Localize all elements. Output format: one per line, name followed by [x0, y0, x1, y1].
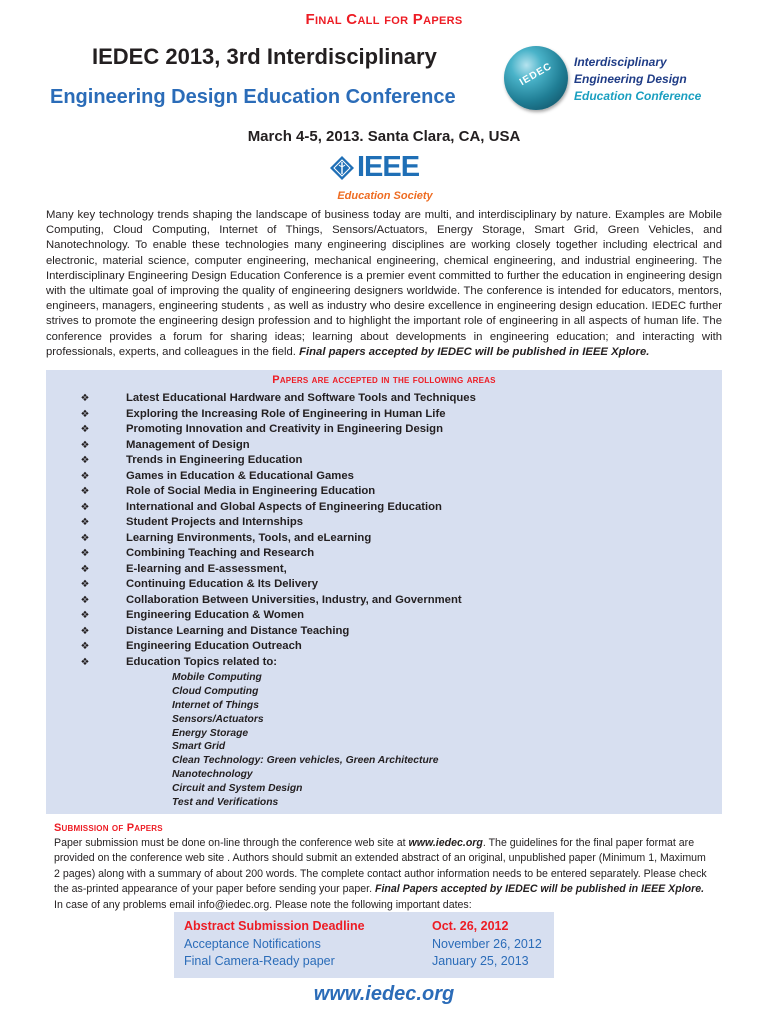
diamond-bullet-icon: ❖	[80, 656, 90, 668]
ieee-society-name: Education Society	[337, 190, 433, 202]
topic-list-item: Mobile Computing	[172, 672, 262, 683]
topic-list-item: Energy Storage	[172, 727, 249, 739]
area-list-item	[78, 500, 476, 516]
area-list-item	[78, 515, 476, 531]
area-label: Management of Design	[126, 438, 250, 451]
intro-paragraph	[46, 208, 722, 360]
iedec-globe-logo	[504, 46, 568, 110]
area-label: Role of Social Media in Engineering Education	[126, 485, 376, 497]
diamond-bullet-icon: ❖	[80, 470, 90, 482]
date-value: January 25, 2013	[432, 954, 529, 968]
final-call-heading: Final Call for Papers	[305, 11, 463, 28]
area-list-item	[78, 624, 476, 640]
area-list-item	[78, 639, 476, 655]
submission-heading: Submission of Papers	[54, 822, 163, 834]
area-label: Latest Educational Hardware and Software Tools and Techniques	[126, 392, 476, 404]
area-list-item	[78, 484, 476, 500]
date-label: Acceptance Notifications	[184, 937, 321, 951]
diamond-bullet-icon: ❖	[80, 548, 90, 559]
conference-subtitle: Engineering Design Education Conference	[50, 86, 456, 108]
area-list-item	[78, 453, 476, 469]
area-list-item	[78, 593, 476, 609]
topic-list-item: Cloud Computing	[172, 685, 259, 697]
topic-list-item: Smart Grid	[172, 741, 226, 753]
area-label: Continuing Education & Its Delivery	[126, 578, 319, 590]
area-list-item	[78, 531, 476, 547]
iedec-logo-text	[574, 54, 701, 105]
area-label: Engineering Education & Women	[126, 609, 305, 621]
area-label: Combining Teaching and Research	[126, 547, 315, 559]
diamond-bullet-icon: ❖	[80, 579, 90, 590]
topic-list-item: Nanotechnology	[172, 769, 253, 781]
diamond-bullet-icon: ❖	[80, 424, 90, 435]
education-topics-list	[172, 671, 438, 810]
topic-list-item: Test and Verifications	[172, 797, 279, 809]
intro-emphasis: Final papers accepted by IEDEC will be published in IEEE Xplore.	[299, 345, 650, 358]
accepted-areas-list	[78, 391, 476, 670]
area-label: Games in Education & Educational Games	[126, 469, 354, 482]
diamond-bullet-icon: ❖	[80, 455, 90, 466]
important-dates-box	[174, 912, 554, 978]
conference-date-location: March 4-5, 2013. Santa Clara, CA, USA	[247, 128, 521, 145]
area-label: E-learning and E-assessment,	[126, 562, 287, 575]
area-list-item	[78, 438, 476, 454]
area-label: Trends in Engineering Education	[126, 454, 303, 466]
accepted-areas-title: Papers are accepted in the following areas	[272, 374, 496, 386]
topic-list-item: Circuit and System Design	[172, 783, 303, 795]
diamond-bullet-icon: ❖	[80, 501, 90, 513]
area-label: International and Global Aspects of Engineering Education	[126, 500, 442, 513]
area-list-item	[78, 655, 476, 671]
area-list-item	[78, 562, 476, 578]
area-label: Student Projects and Internships	[126, 516, 304, 528]
area-label: Distance Learning and Distance Teaching	[126, 624, 350, 637]
area-label: Promoting Innovation and Creativity in Engineering Design	[126, 423, 443, 435]
area-list-item	[78, 407, 476, 423]
date-label: Abstract Submission Deadline	[184, 919, 365, 933]
area-label: Engineering Education Outreach	[126, 640, 302, 652]
diamond-bullet-icon: ❖	[80, 486, 90, 497]
diamond-bullet-icon: ❖	[80, 439, 90, 451]
diamond-bullet-icon: ❖	[80, 610, 90, 621]
area-label: Collaboration Between Universities, Industry, and Government	[126, 593, 462, 606]
iedec-logo-line3: Education Conference	[574, 89, 702, 103]
diamond-bullet-icon: ❖	[80, 625, 90, 637]
area-label: Exploring the Increasing Role of Engineering in Human Life	[126, 407, 446, 420]
diamond-bullet-icon: ❖	[80, 641, 90, 652]
area-list-item	[78, 469, 476, 485]
submission-text-1: Paper submission must be done on-line through the conference web site at	[54, 837, 409, 849]
date-value: November 26, 2012	[432, 937, 542, 951]
topic-list-item: Clean Technology: Green vehicles, Green Architecture	[172, 755, 439, 767]
ieee-wordmark: IEEE	[357, 151, 420, 183]
submission-paragraph	[54, 836, 712, 913]
date-label: Final Camera-Ready paper	[184, 954, 335, 968]
area-list-item	[78, 422, 476, 438]
website-link[interactable]: www.iedec.org	[313, 983, 455, 1005]
ieee-education-society-logo	[329, 151, 441, 202]
diamond-bullet-icon: ❖	[80, 594, 90, 606]
submission-contact: In case of any problems email info@iedec.org. Please note the following important dates:	[54, 898, 472, 911]
topic-list-item: Internet of Things	[172, 699, 259, 711]
iedec-logo-line1: Interdisciplinary	[574, 55, 667, 69]
area-list-item	[78, 608, 476, 624]
ieee-diamond-icon	[329, 155, 355, 181]
iedec-logo-line2: Engineering Design	[574, 72, 687, 86]
topic-list-item: Sensors/Actuators	[172, 713, 264, 725]
submission-url: www.iedec.org	[408, 837, 483, 849]
submission-emphasis: Final Papers accepted by IEDEC will be published in IEEE Xplore.	[374, 883, 705, 896]
diamond-bullet-icon: ❖	[80, 393, 90, 404]
intro-text: Many key technology trends shaping the landscape of business today are multi, and interdisciplinary by nature. Examples are Mobile Computing, Cloud Computing, Internet of Things, Sensors/Actuators, Energy Storage, Smart Grid, Green Vehicles, and Nanotechnology. To enable these technologies many engineering disciplines are working closely together including electrical and electronic, material science, computer engineering, mechanical engineering, chemical engineering, and industrial engineering. The Interdisciplinary Engineering Design Education Conference is a premier event committed to further the education in engineering design with the ultimate goal of improving the quality of engineering designers worldwide. The conference is intended for educators, mentors, engineers, managers, engineering students , as well as industry who desire excellence in engineering design education. IEDEC further strives to promote the engineering design profession and to highlight the important role of engineering in all aspects of human life. The conference provides a forum for sharing ideas; learning about developments in engineering education; and interacting with professionals, experts, and colleagues in the field.	[46, 209, 722, 358]
diamond-bullet-icon: ❖	[80, 563, 90, 575]
date-value: Oct. 26, 2012	[432, 919, 509, 933]
submission-text-2: . The guidelines for the final paper format are provided on the conference web site . Authors should submit an extended abstract of an original, unpublished paper (Minimum 1, Maximum 2 pages) along with a summary of about 200 words. The complete contact author information needs to be entered separately. Please check the as-printed appearance of your paper before sending your paper.	[54, 837, 707, 896]
iedec-globe-text: IEDEC	[517, 60, 555, 89]
diamond-bullet-icon: ❖	[80, 532, 90, 544]
area-label: Education Topics related to:	[126, 655, 278, 668]
area-list-item	[78, 546, 476, 562]
conference-title: IEDEC 2013, 3rd Interdisciplinary	[92, 44, 437, 69]
area-label: Learning Environments, Tools, and eLearning	[126, 531, 372, 544]
diamond-bullet-icon: ❖	[80, 517, 90, 528]
diamond-bullet-icon: ❖	[80, 408, 90, 420]
area-list-item	[78, 391, 476, 407]
area-list-item	[78, 577, 476, 593]
